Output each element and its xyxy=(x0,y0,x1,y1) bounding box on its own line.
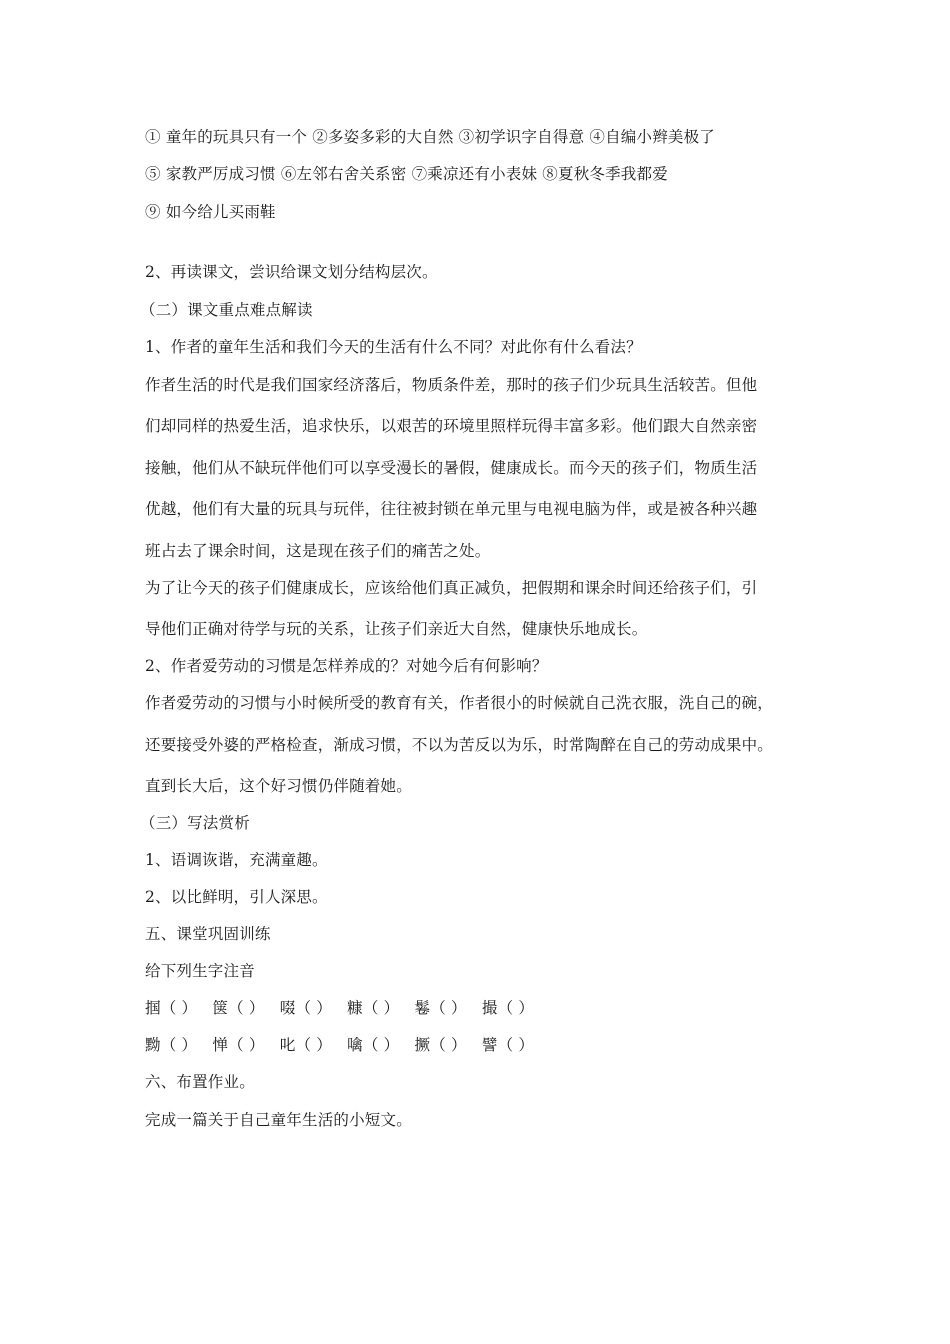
task-2: 2、再读课文，尝识给课文划分结构层次。 xyxy=(145,263,438,281)
pinyin-row-1 xyxy=(145,998,544,1018)
pinyin-row-2 xyxy=(145,1035,544,1055)
section-3-point-1: 1、语调诙谐，充满童趣。 xyxy=(145,851,328,869)
section-6-task: 完成一篇关于自己童年生活的小短文。 xyxy=(145,1111,412,1129)
pinyin-item: 惮（ ） xyxy=(212,1036,265,1054)
intro-list-line-2: ⑤ 家教严厉成习惯 ⑥左邻右舍关系密 ⑦乘凉还有小表妹 ⑧夏秋冬季我都爱 xyxy=(145,165,668,183)
pinyin-item: 啜（ ） xyxy=(279,999,332,1017)
pinyin-item: 黝（ ） xyxy=(145,1036,198,1054)
pinyin-item: 譬（ ） xyxy=(481,1036,535,1054)
pinyin-item: 噙（ ） xyxy=(347,1036,400,1054)
answer-1-line: 们却同样的热爱生活，追求快乐，以艰苦的环境里照样玩得丰富多彩。他们跟大自然亲密 xyxy=(145,417,758,435)
answer-1-line: 导他们正确对待学与玩的关系，让孩子们亲近大自然，健康快乐地成长。 xyxy=(145,620,648,638)
pinyin-item: 叱（ ） xyxy=(279,1036,332,1054)
answer-1-line: 接触，他们从不缺玩伴他们可以享受漫长的暑假，健康成长。而今天的孩子们，物质生活 xyxy=(145,459,758,477)
answer-2-line: 作者爱劳动的习惯与小时候所受的教育有关，作者很小的时候就自己洗衣服，洗自己的碗， xyxy=(145,694,774,712)
answer-2-line: 直到长大后，这个好习惯仍伴随着她。 xyxy=(145,777,412,795)
pinyin-item: 撮（ ） xyxy=(481,999,535,1017)
question-2: 2、作者爱劳动的习惯是怎样养成的？对她今后有何影响？ xyxy=(145,657,548,675)
pinyin-item: 鬈（ ） xyxy=(414,999,467,1017)
answer-1-line: 优越，他们有大量的玩具与玩伴，往往被封锁在单元里与电视电脑为伴，或是被各种兴趣 xyxy=(145,500,758,518)
intro-list-line-1: ① 童年的玩具只有一个 ②多姿多彩的大自然 ③初学识字自得意 ④自编小辫美极了 xyxy=(145,128,716,146)
answer-1-line: 班占去了课余时间，这是现在孩子们的痛苦之处。 xyxy=(145,542,491,560)
pinyin-item: 糠（ ） xyxy=(347,999,400,1017)
answer-2-line: 还要接受外婆的严格检查，渐成习惯，不以为苦反以为乐，时常陶醉在自己的劳动成果中。 xyxy=(145,736,774,754)
answer-1-line: 为了让今天的孩子们健康成长，应该给他们真正减负，把假期和课余时间还给孩子们，引 xyxy=(145,579,758,597)
question-1: 1、作者的童年生活和我们今天的生活有什么不同？对此你有什么看法？ xyxy=(145,338,642,356)
answer-1-line: 作者生活的时代是我们国家经济落后，物质条件差，那时的孩子们少玩具生活较苦。但他 xyxy=(145,376,758,394)
intro-list-line-3: ⑨ 如今给儿买雨鞋 xyxy=(145,203,276,221)
pinyin-item: 掴（ ） xyxy=(145,999,198,1017)
section-6-heading: 六、布置作业。 xyxy=(145,1073,255,1091)
section-3-heading: （三）写法赏析 xyxy=(140,814,250,832)
section-5-heading: 五、课堂巩固训练 xyxy=(145,925,271,943)
pinyin-item: 撅（ ） xyxy=(414,1036,467,1054)
pinyin-item: 箧（ ） xyxy=(212,999,265,1017)
section-5-instruction: 给下列生字注音 xyxy=(145,962,255,980)
section-2-heading: （二）课文重点难点解读 xyxy=(140,301,313,319)
section-3-point-2: 2、以比鲜明，引人深思。 xyxy=(145,888,328,906)
